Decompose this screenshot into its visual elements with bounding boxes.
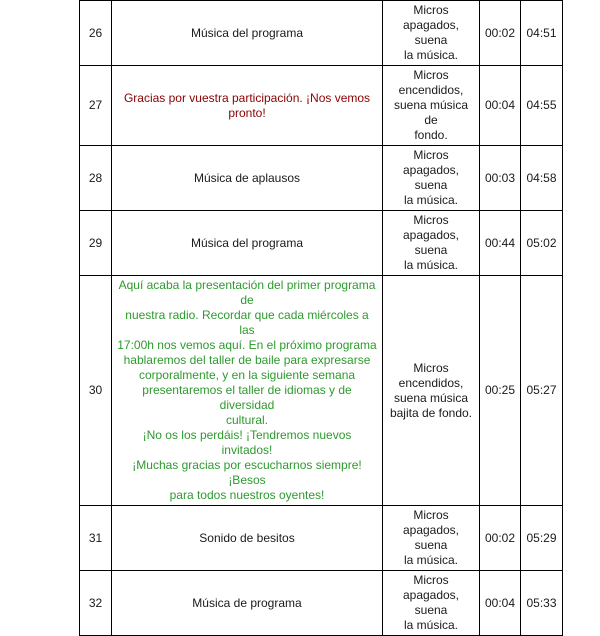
table-row — [80, 66, 563, 146]
row-description: Música del programa — [112, 211, 383, 276]
row-technical-notes: Micros apagados, suena la música. — [383, 506, 480, 571]
row-number: 28 — [80, 146, 112, 211]
row-description: Música de programa — [112, 571, 383, 636]
row-time: 05:02 — [521, 211, 563, 276]
row-number: 30 — [80, 276, 112, 506]
row-technical-notes: Micros encendidos, suena música bajita de fondo. — [383, 276, 480, 506]
row-technical-notes: Micros apagados, suena la música. — [383, 571, 480, 636]
row-technical-notes: Micros apagados, suena la música. — [383, 146, 480, 211]
row-description: Música de aplausos — [112, 146, 383, 211]
row-duration: 00:03 — [480, 146, 521, 211]
row-time: 04:55 — [521, 66, 563, 146]
row-technical-notes: Micros encendidos, suena música de fondo. — [383, 66, 480, 146]
row-number: 32 — [80, 571, 112, 636]
row-duration: 00:04 — [480, 571, 521, 636]
row-time: 05:29 — [521, 506, 563, 571]
row-duration: 00:02 — [480, 1, 521, 66]
table-row — [80, 211, 563, 276]
table-row — [80, 571, 563, 636]
row-duration: 00:25 — [480, 276, 521, 506]
row-number: 31 — [80, 506, 112, 571]
script-rows — [80, 1, 563, 636]
row-duration: 00:44 — [480, 211, 521, 276]
row-time: 04:58 — [521, 146, 563, 211]
row-number: 27 — [80, 66, 112, 146]
row-time: 05:27 — [521, 276, 563, 506]
row-technical-notes: Micros apagados, suena la música. — [383, 211, 480, 276]
table-row — [80, 506, 563, 571]
row-technical-notes: Micros apagados, suena la música. — [383, 1, 480, 66]
row-duration: 00:04 — [480, 66, 521, 146]
row-number: 26 — [80, 1, 112, 66]
row-description: Música del programa — [112, 1, 383, 66]
row-time: 04:51 — [521, 1, 563, 66]
table-row — [80, 1, 563, 66]
table-row — [80, 146, 563, 211]
row-description: Gracias por vuestra participación. ¡Nos vemos pronto! — [112, 66, 383, 146]
row-time: 05:33 — [521, 571, 563, 636]
row-number: 29 — [80, 211, 112, 276]
row-description: Sonido de besitos — [112, 506, 383, 571]
table-row — [80, 276, 563, 506]
row-duration: 00:02 — [480, 506, 521, 571]
radio-script-table — [79, 0, 563, 636]
row-description: Aquí acaba la presentación del primer programa de nuestra radio. Recordar que cada miércoles a las 17:00h nos vemos aquí. En el próximo programa hablaremos del taller de baile para expresarse corporalmente, y en la siguiente semana presentaremos el taller de idiomas y de diversidad cultural. ¡No os los perdáis! ¡Tendremos nuevos invitados! ¡Muchas gracias por escucharnos siempre! ¡Besos para todos nuestros oyentes! — [112, 276, 383, 506]
